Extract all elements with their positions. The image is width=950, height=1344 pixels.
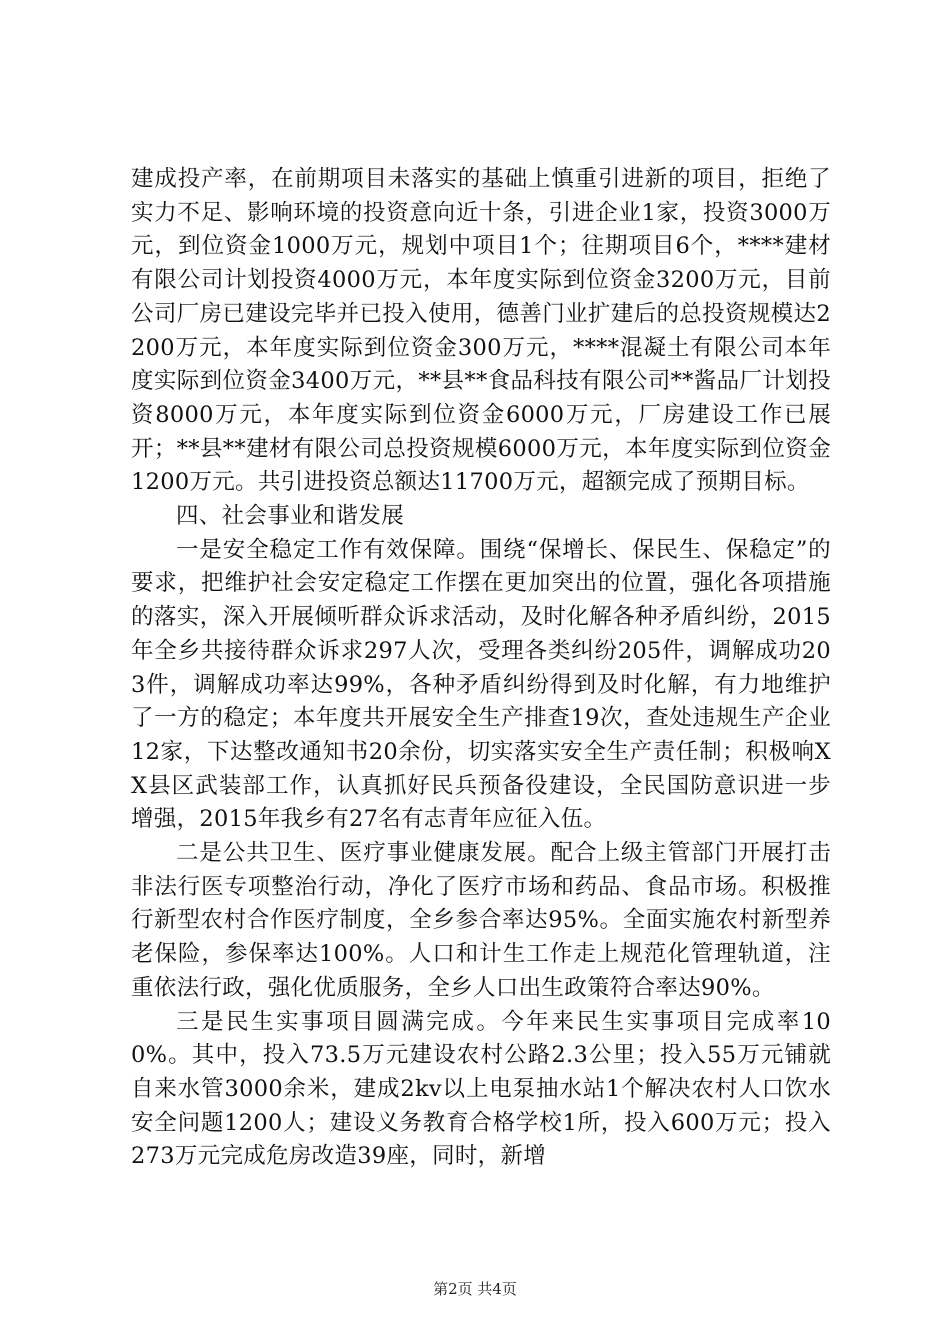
page-number-footer: 第2页 共4页: [433, 1280, 517, 1298]
document-body: [131, 163, 831, 1174]
paragraph-public-health: 二是公共卫生、医疗事业健康发展。配合上级主管部门开展打击非法行医专项整治行动，净化了医疗市场和药品、食品市场。积极推行新型农村合作医疗制度，全乡参合率达95%。全面实施农村新型养老保险，参保率达100%。人口和计生工作走上规范化管理轨道，注重依法行政，强化优质服务，全乡人口出生政策符合率达90%。: [131, 840, 831, 1001]
paragraph-investment: 建成投产率，在前期项目未落实的基础上慎重引进新的项目，拒绝了实力不足、影响环境的投资意向近十条，引进企业1家，投资3000万元，到位资金1000万元，规划中项目1个；往期项目6个，****建材有限公司计划投资4000万元，本年度实际到位资金3200万元，目前公司厂房已建设完毕并已投入使用，德善门业扩建后的总投资规模达2200万元，本年度实际到位资金300万元，****混凝土有限公司本年度实际到位资金3400万元，**县**食品科技有限公司**酱品厂计划投资8000万元，本年度实际到位资金6000万元，厂房建设工作已展开；**县**建材有限公司总投资规模6000万元，本年度实际到位资金1200万元。共引进投资总额达11700万元，超额完成了预期目标。: [131, 166, 831, 496]
paragraph-safety-stability: 一是安全稳定工作有效保障。围绕“保增长、保民生、保稳定”的要求，把维护社会安定稳定工作摆在更加突出的位置，强化各项措施的落实，深入开展倾听群众诉求活动，及时化解各种矛盾纠纷，2015年全乡共接待群众诉求297人次，受理各类纠纷205件，调解成功203件，调解成功率达99%，各种矛盾纠纷得到及时化解，有力地维护了一方的稳定；本年度共开展安全生产排查19次，查处违规生产企业12家，下达整改通知书20余份，切实落实安全生产责任制；积极响XX县区武装部工作，认真抓好民兵预备役建设，全民国防意识进一步增强，2015年我乡有27名有志青年应征入伍。: [131, 536, 831, 833]
paragraph-livelihood-projects: 三是民生实事项目圆满完成。今年来民生实事项目完成率100%。其中，投入73.5万元建设农村公路2.3公里；投入55万元铺就自来水管3000余米，建成2kv以上电泵抽水站1个解决农村人口饮水安全问题1200人；建设义务教育合格学校1所，投入600万元；投入273万元完成危房改造39座，同时，新增: [131, 1008, 831, 1170]
section-heading-social-development: 四、社会事业和谐发展: [176, 503, 405, 530]
